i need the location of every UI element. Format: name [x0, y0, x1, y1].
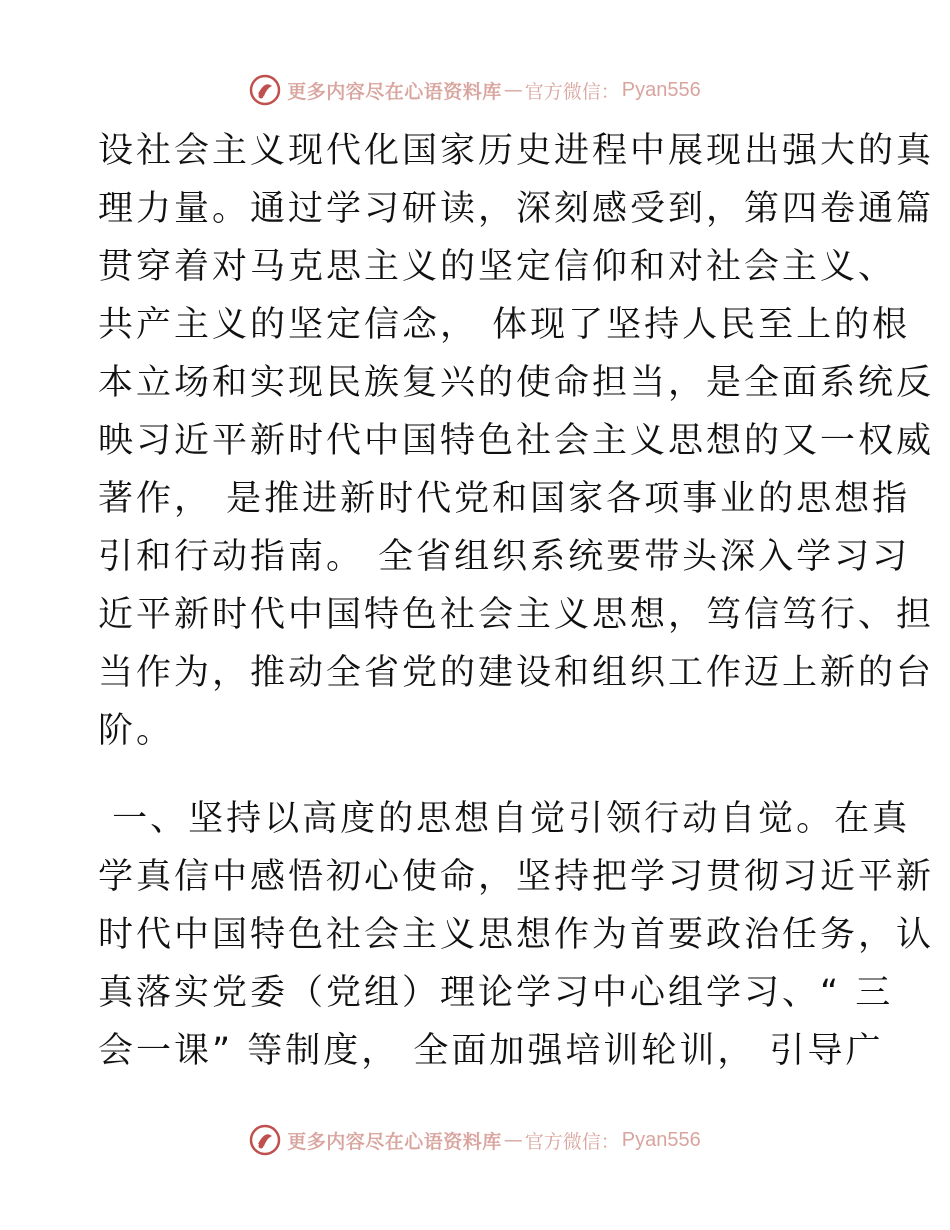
text-line: 时代中国特色社会主义思想作为首要政治任务，认: [98, 915, 935, 955]
watermark-wechat-label: 官方微信：: [524, 1130, 620, 1153]
footer-watermark: [0, 1120, 950, 1160]
text-line: 设社会主义现代化国家历史进程中展现出强大的真: [98, 131, 935, 171]
watermark-wechat-label: 官方微信：: [524, 80, 620, 103]
text-line: 共产主义的坚定信念， 体现了坚持人民至上的根: [98, 305, 911, 345]
watermark-dash: —: [503, 1129, 523, 1151]
logo-icon: [249, 1124, 281, 1156]
watermark-wechat-id: Pyan556: [621, 78, 701, 101]
paragraph-gap: [98, 760, 868, 790]
watermark-dash: —: [503, 79, 523, 101]
text-line: 当作为，推动全省党的建设和组织工作迈上新的台: [98, 653, 935, 693]
text-line: 本立场和实现民族复兴的使命担当，是全面系统反: [98, 363, 935, 403]
text-line: 阶。: [98, 711, 175, 751]
header-watermark: [0, 70, 950, 110]
text-line: 引和行动指南。 全省组织系统要带头深入学习习: [98, 537, 911, 577]
text-line: 映习近平新时代中国特色社会主义思想的又一权威: [98, 421, 935, 461]
text-line: 著作， 是推进新时代党和国家各项事业的思想指: [98, 479, 911, 519]
text-line: 真落实党委（党组）理论学习中心组学习、“ 三: [98, 973, 894, 1013]
section-heading: 一、坚持以高度的思想自觉引领行动自觉。在真: [98, 799, 911, 839]
text-line: 贯穿着对马克思主义的坚定信仰和对社会主义、: [98, 247, 897, 287]
text-line: 会一课” 等制度， 全面加强培训轮训， 引导广: [98, 1031, 884, 1071]
text-line: 近平新时代中国特色社会主义思想，笃信笃行、担: [98, 595, 935, 635]
watermark-wechat-id: Pyan556: [621, 1128, 701, 1151]
text-line: 学真信中感悟初心使命，坚持把学习贯彻习近平新: [98, 857, 935, 897]
watermark-text: 更多内容尽在心语资料库: [287, 1130, 502, 1153]
logo-icon: [249, 74, 281, 106]
text-line: 理力量。通过学习研读，深刻感受到，第四卷通篇: [98, 189, 935, 229]
document-body: [98, 122, 935, 1080]
watermark-text: 更多内容尽在心语资料库: [287, 80, 502, 103]
